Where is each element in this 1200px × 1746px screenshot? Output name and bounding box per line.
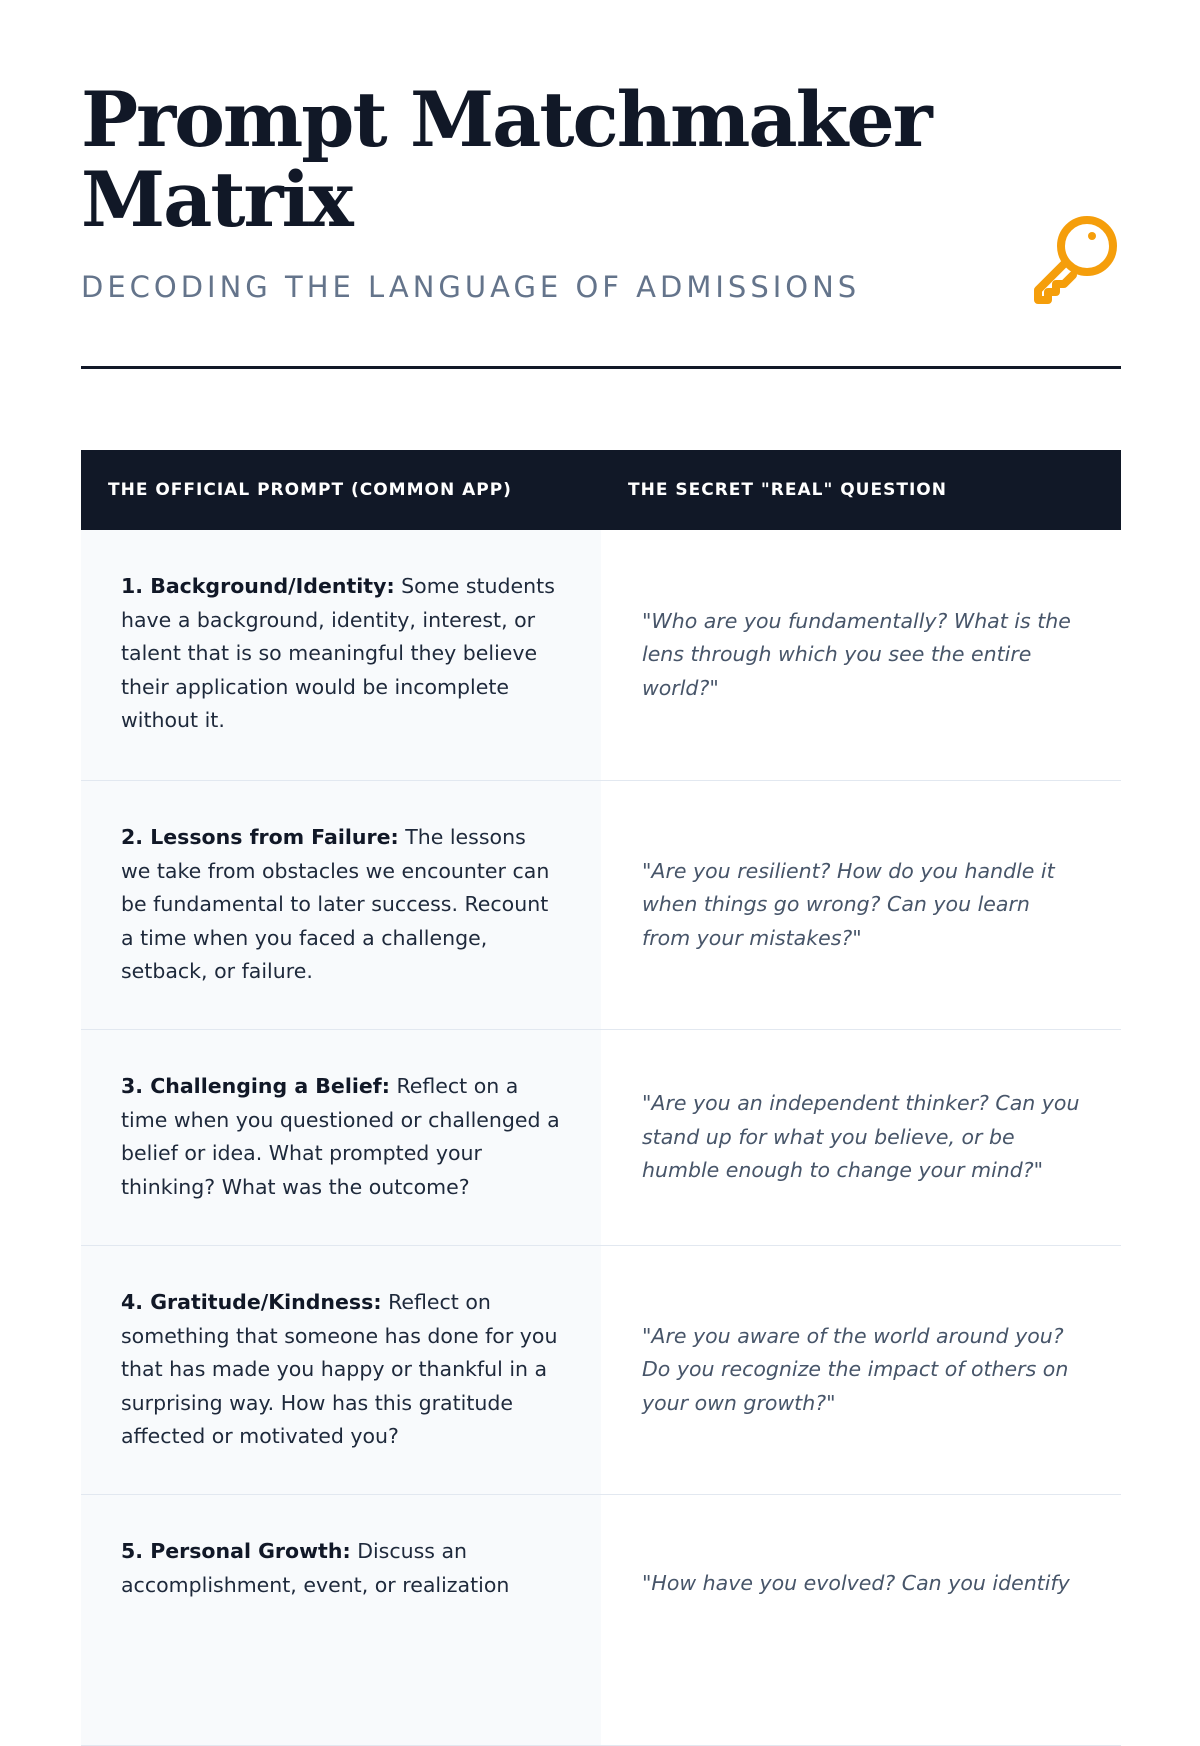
prompt-heading: 5. Personal Growth: xyxy=(121,1539,351,1563)
prompt-heading: 3. Challenging a Belief: xyxy=(121,1074,390,1098)
prompt-heading: 2. Lessons from Failure: xyxy=(121,825,399,849)
real-question-text: "How have you evolved? Can you identify xyxy=(642,1571,1070,1595)
prompt-text: Reflect on something that someone has done for you that has made you happy or thankful in a surprising way. How has this gratitude affected or motivated you? xyxy=(121,1290,558,1448)
real-question-text: "Are you an independent thinker? Can you stand up for what you believe, or be humble enough to change your mind?" xyxy=(642,1091,1080,1183)
table-header xyxy=(81,450,1121,530)
real-question-cell xyxy=(601,1246,1121,1494)
real-question-text: "Are you aware of the world around you? Do you recognize the impact of others on your own growth?" xyxy=(642,1323,1069,1415)
real-question-text: "Are you resilient? How do you handle it when things go wrong? Can you learn from your mistakes?" xyxy=(642,858,1055,950)
page-subtitle: DECODING THE LANGUAGE OF ADMISSIONS xyxy=(81,270,861,304)
table-row xyxy=(81,1246,1121,1495)
prompt-heading: 4. Gratitude/Kindness: xyxy=(121,1290,382,1314)
prompt-text: Discuss an accomplishment, event, or realization xyxy=(121,1539,510,1597)
header xyxy=(81,0,1121,370)
official-prompt-cell xyxy=(81,530,601,780)
prompt-text: The lessons we take from obstacles we encounter can be fundamental to later success. Recount a time when you faced a challenge, setback, or failure. xyxy=(121,825,550,983)
page-title: Prompt Matchmaker Matrix xyxy=(81,75,931,244)
real-question-cell xyxy=(601,530,1121,780)
table-row xyxy=(81,530,1121,781)
prompt-matrix xyxy=(81,450,1121,1746)
real-question-text: "Who are you fundamentally? What is the lens through which you see the entire world?" xyxy=(642,608,1071,700)
real-question-cell xyxy=(601,1030,1121,1245)
page xyxy=(81,0,1121,1597)
table-row xyxy=(81,1495,1121,1746)
official-prompt-cell xyxy=(81,781,601,1029)
real-question-cell xyxy=(601,1495,1121,1745)
official-prompt-cell xyxy=(81,1030,601,1245)
column-header-real: THE SECRET "REAL" QUESTION xyxy=(628,480,947,500)
table-row xyxy=(81,1030,1121,1246)
divider xyxy=(81,366,1121,369)
prompt-text: Reflect on a time when you questioned or challenged a belief or idea. What prompted your thinking? What was the outcome? xyxy=(121,1074,560,1199)
table-row xyxy=(81,781,1121,1030)
real-question-cell xyxy=(601,781,1121,1029)
prompt-text: Some students have a background, identity, interest, or talent that is so meaningful they believe their application would be incomplete without it. xyxy=(121,574,555,732)
column-header-official: THE OFFICIAL PROMPT (COMMON APP) xyxy=(108,480,512,500)
official-prompt-cell xyxy=(81,1246,601,1494)
prompt-heading: 1. Background/Identity: xyxy=(121,574,395,598)
key-icon xyxy=(1016,200,1126,310)
official-prompt-cell xyxy=(81,1495,601,1745)
